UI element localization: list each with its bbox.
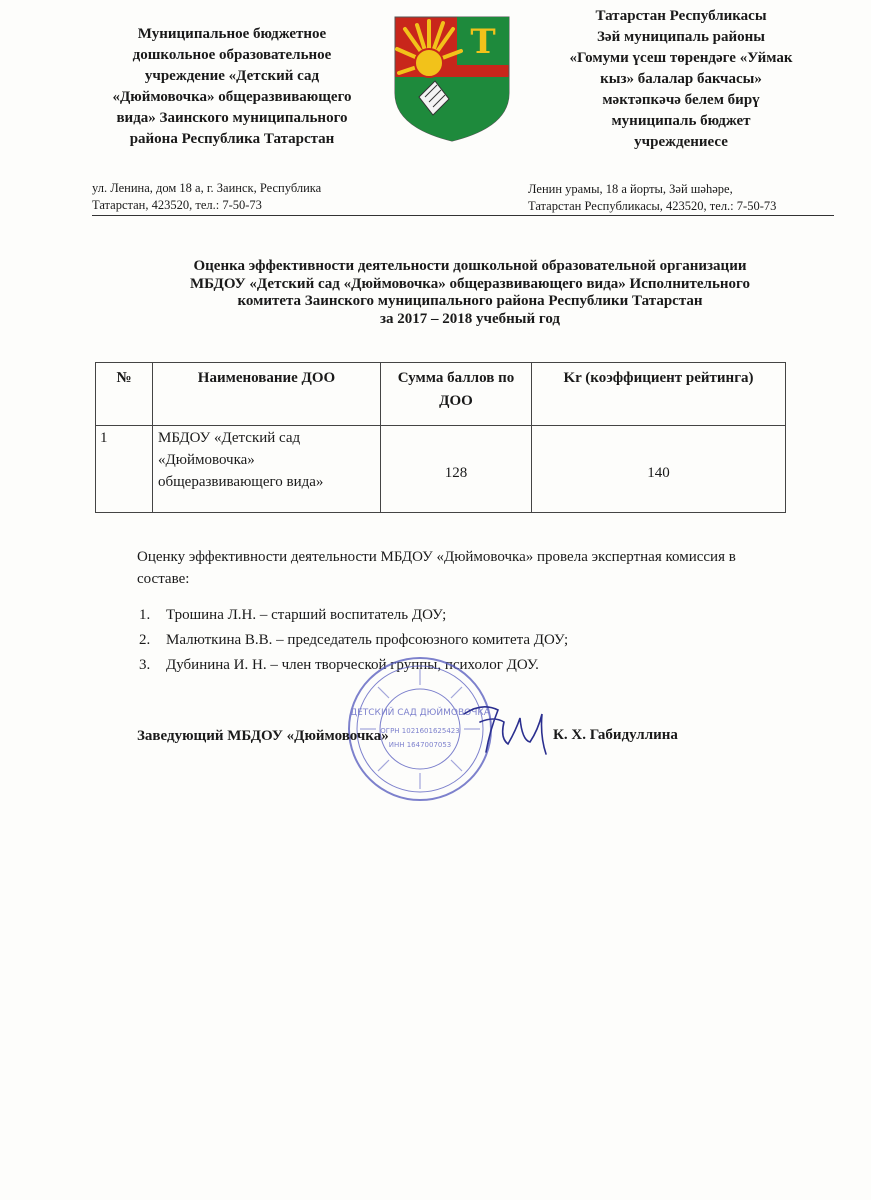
header-left-line: района Республика Татарстан	[129, 131, 335, 147]
address-right-line: Ленин урамы, 18 а йорты, Зәй шәһәре,	[528, 182, 733, 196]
col-header-num: №	[96, 363, 153, 426]
header-right-org-name	[532, 6, 830, 153]
list-item-number: 1.	[139, 607, 151, 623]
header-left-org-name	[92, 24, 372, 150]
header-left-line: «Дюймовочка» общеразвивающего	[112, 89, 352, 105]
header-left-line: Муниципальное бюджетное	[137, 26, 327, 42]
header-right-line: Зәй муниципаль районы	[597, 29, 765, 45]
header-left-line: учреждение «Детский сад	[144, 68, 320, 84]
document-title	[100, 258, 840, 328]
address-right	[528, 181, 776, 215]
table-header-row	[96, 363, 786, 426]
list-item-text: Трошина Л.Н. – старший воспитатель ДОУ;	[166, 607, 447, 623]
list-item-number: 3.	[139, 657, 151, 673]
list-item-text: Дубинина И. Н. – член творческой группы, психолог ДОУ.	[166, 657, 539, 673]
cell-name: МБДОУ «Детский сад «Дюймовочка» общеразвивающего вида»	[153, 426, 381, 513]
header-right-line: Татарстан Республикасы	[595, 8, 767, 24]
address-left-line: ул. Ленина, дом 18 а, г. Заинск, Республика	[92, 181, 322, 195]
emblem-letter: Т	[470, 22, 496, 62]
emblem-logo	[391, 15, 513, 143]
col-header-name: Наименование ДОО	[153, 363, 381, 426]
cell-num: 1	[96, 426, 153, 513]
header-left-line: дошкольное образовательное	[132, 47, 332, 63]
cell-score: 128	[381, 426, 532, 513]
header-right-line: мәктәпкәчә белем бирү	[602, 92, 760, 108]
header-right-line: муниципаль бюджет	[611, 113, 751, 129]
signature-name: К. Х. Габидуллина	[553, 727, 678, 743]
list-item	[137, 628, 568, 653]
signature-position: Заведующий МБДОУ «Дюймовочка»	[137, 728, 389, 744]
header-right-line: кыз» балалар бакчасы»	[600, 71, 762, 87]
title-line: комитета Заинского муниципального района Республики Татарстан	[237, 293, 703, 309]
list-item-number: 2.	[139, 632, 151, 648]
list-item	[137, 603, 568, 628]
header-right-line: учреждениесе	[634, 134, 728, 150]
address-left-line: Татарстан, 423520, тел.: 7-50-73	[92, 198, 262, 212]
stamp-ogrn: ОГРН 1021601625423	[380, 727, 460, 735]
title-line: Оценка эффективности деятельности дошкольной образовательной организации	[193, 258, 747, 274]
address-left	[92, 180, 321, 214]
commission-intro: Оценку эффективности деятельности МБДОУ «Дюймовочка» провела экспертная комиссия в составе:	[137, 549, 736, 587]
header-left-line: вида» Заинского муниципального	[116, 110, 348, 126]
header-right-line: «Гомуми үсеш төрендәге «Уймак	[569, 50, 793, 66]
handwritten-signature	[460, 700, 550, 760]
stamp-inn: ИНН 1647007053	[388, 741, 452, 749]
cell-rating: 140	[532, 426, 786, 513]
rating-table	[95, 362, 786, 513]
title-line: МБДОУ «Детский сад «Дюймовочка» общеразвивающего вида» Исполнительного	[190, 275, 750, 292]
table-row	[96, 426, 786, 513]
col-header-score: Сумма баллов по ДОО	[381, 363, 532, 426]
title-line: за 2017 – 2018 учебный год	[380, 310, 560, 327]
address-right-line: Татарстан Республикасы, 423520, тел.: 7-50-73	[528, 199, 777, 213]
stamp-center-text: ДЕТСКИЙ САД ДЮЙМОВОЧКА	[350, 708, 490, 718]
list-item-text: Малюткина В.В. – председатель профсоюзного комитета ДОУ;	[166, 632, 569, 648]
col-header-rating: Kr (коэффициент рейтинга)	[532, 363, 786, 426]
header-divider	[92, 215, 834, 216]
